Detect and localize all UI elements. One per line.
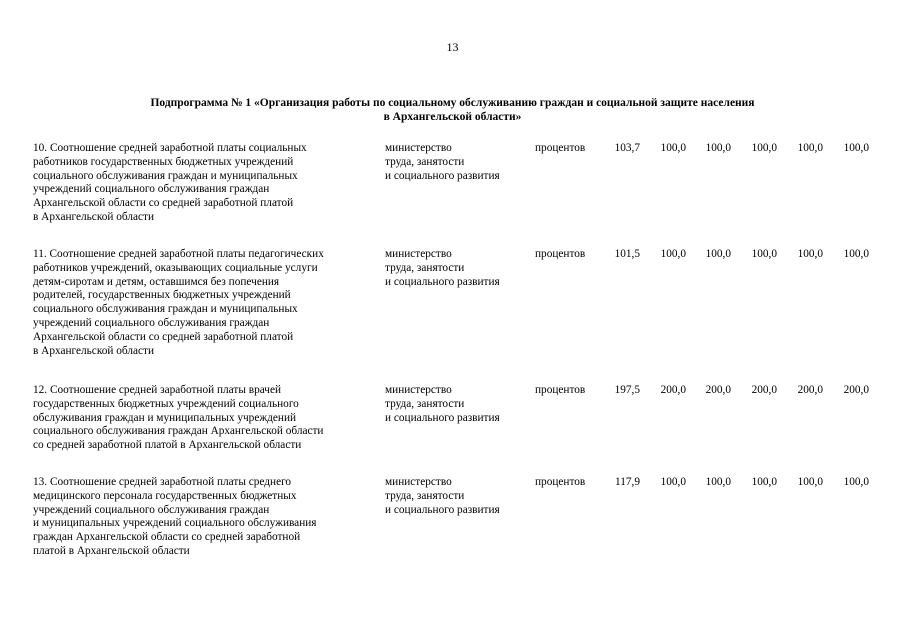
value-cell: 200,0 <box>751 384 777 396</box>
unit-of-measure: процентов <box>535 476 586 488</box>
description-line: Архангельской области со средней заработной платой <box>33 197 294 210</box>
responsible-line: и социального развития <box>385 411 500 424</box>
description-line: 13. Соотношение средней заработной платы среднего <box>33 476 292 488</box>
responsible-line: труда, занятости <box>385 261 465 274</box>
responsible-line: и социального развития <box>385 169 500 182</box>
description-line: социального обслуживания граждан и муниципальных <box>33 303 298 316</box>
description-line: социального обслуживания граждан и муниципальных <box>33 169 298 182</box>
indicator-description <box>33 476 378 559</box>
description-line: в Архангельской области <box>33 344 155 357</box>
value-cell: 103,7 <box>614 142 640 154</box>
indicator-description <box>33 384 378 453</box>
description-line: платой в Архангельской области <box>33 544 190 557</box>
responsible-executor <box>385 248 530 289</box>
description-line: со средней заработной платой в Архангельской области <box>33 439 302 452</box>
description-line: государственных бюджетных учреждений социального <box>33 397 299 410</box>
description-line: детям-сиротам и детям, оставшимся без попечения <box>33 275 280 288</box>
description-line: 11. Соотношение средней заработной платы педагогических <box>33 248 324 260</box>
responsible-line: труда, занятости <box>385 155 465 168</box>
indicator-description <box>33 248 378 358</box>
value-cell: 100,0 <box>705 248 731 260</box>
responsible-executor <box>385 142 530 183</box>
value-cell: 100,0 <box>751 476 777 488</box>
value-cell: 200,0 <box>660 384 686 396</box>
responsible-line: труда, занятости <box>385 489 465 502</box>
responsible-executor <box>385 384 530 425</box>
value-cell: 200,0 <box>843 384 869 396</box>
value-cell: 200,0 <box>705 384 731 396</box>
description-line: учреждений социального обслуживания граждан <box>33 316 270 329</box>
value-cell: 100,0 <box>843 476 869 488</box>
description-line: учреждений социального обслуживания граждан <box>33 183 270 196</box>
description-line: родителей, государственных бюджетных учреждений <box>33 289 291 302</box>
responsible-line: министерство <box>385 476 452 488</box>
description-line: работников государственных бюджетных учреждений <box>33 155 294 168</box>
value-cell: 100,0 <box>843 248 869 260</box>
value-cell: 100,0 <box>797 142 823 154</box>
description-line: работников учреждений, оказывающих социальные услуги <box>33 261 318 274</box>
value-cell: 101,5 <box>614 248 640 260</box>
responsible-line: и социального развития <box>385 503 500 516</box>
heading-line-2: в Архангельской области» <box>383 111 522 123</box>
responsible-line: и социального развития <box>385 275 500 288</box>
unit-of-measure: процентов <box>535 248 586 260</box>
responsible-line: труда, занятости <box>385 397 465 410</box>
description-line: 10. Соотношение средней заработной платы социальных <box>33 142 307 154</box>
value-cell: 100,0 <box>660 248 686 260</box>
value-cell: 100,0 <box>751 248 777 260</box>
description-line: 12. Соотношение средней заработной платы врачей <box>33 384 282 396</box>
value-cell: 100,0 <box>660 142 686 154</box>
responsible-line: министерство <box>385 384 452 396</box>
indicator-description <box>33 142 378 225</box>
value-cell: 100,0 <box>705 142 731 154</box>
description-line: учреждений социального обслуживания граждан <box>33 503 270 516</box>
responsible-line: министерство <box>385 248 452 260</box>
description-line: граждан Архангельской области со средней заработной <box>33 531 301 544</box>
value-cell: 100,0 <box>843 142 869 154</box>
description-line: и муниципальных учреждений социального обслуживания <box>33 517 317 530</box>
value-cell: 100,0 <box>660 476 686 488</box>
value-cell: 100,0 <box>751 142 777 154</box>
subprogram-heading <box>60 96 845 124</box>
value-cell: 100,0 <box>705 476 731 488</box>
description-line: социального обслуживания граждан Архангельской области <box>33 425 324 438</box>
unit-of-measure: процентов <box>535 384 586 396</box>
description-line: в Архангельской области <box>33 210 155 223</box>
value-cell: 100,0 <box>797 476 823 488</box>
page-number: 13 <box>446 40 459 54</box>
value-cell: 100,0 <box>797 248 823 260</box>
heading-line-1: Подпрограмма № 1 «Организация работы по социальному обслуживанию граждан и социальной защите населения <box>150 97 755 109</box>
description-line: обслуживания граждан и муниципальных учреждений <box>33 411 297 424</box>
value-cell: 197,5 <box>614 384 640 396</box>
responsible-executor <box>385 476 530 517</box>
responsible-line: министерство <box>385 142 452 154</box>
value-cell: 117,9 <box>615 476 640 488</box>
unit-of-measure: процентов <box>535 142 586 154</box>
description-line: медицинского персонала государственных бюджетных <box>33 489 297 502</box>
value-cell: 200,0 <box>797 384 823 396</box>
description-line: Архангельской области со средней заработной платой <box>33 330 294 343</box>
